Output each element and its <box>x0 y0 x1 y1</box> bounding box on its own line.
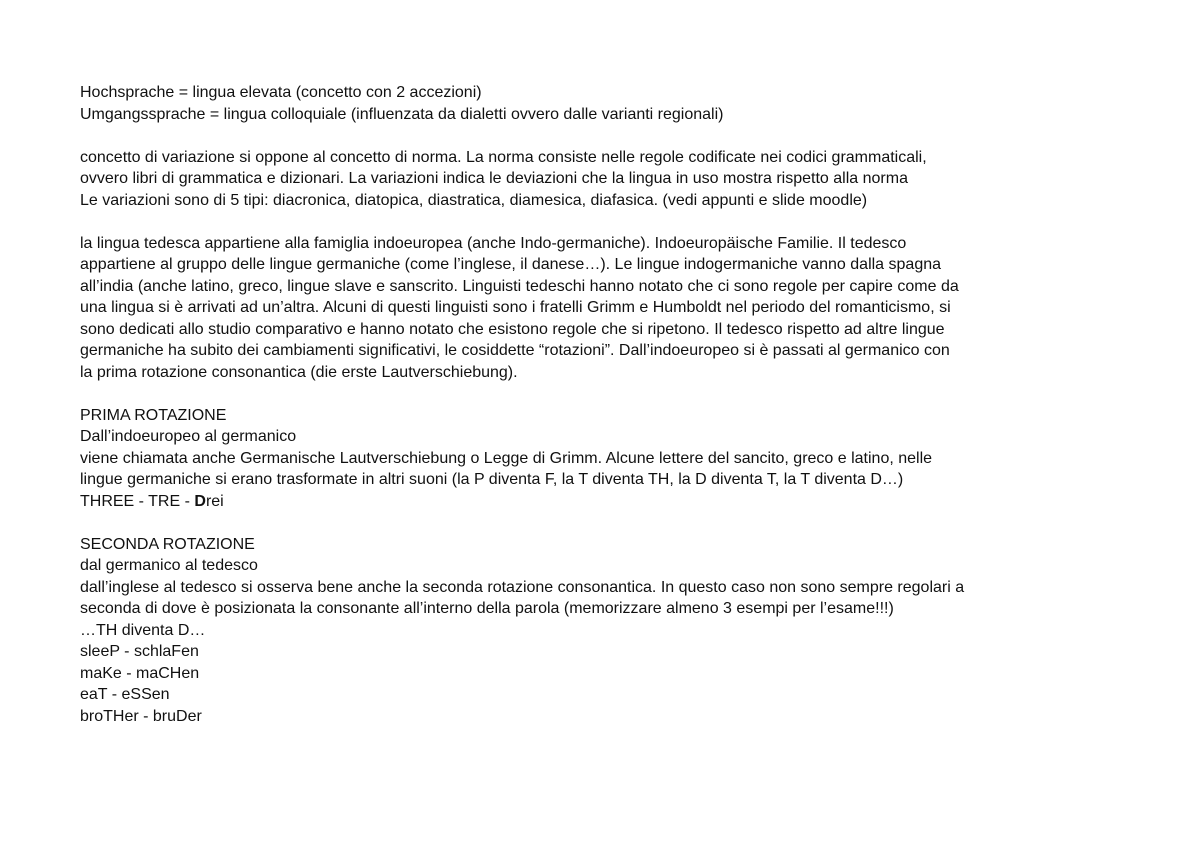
paragraph-gap <box>80 211 1140 233</box>
text-line: la lingua tedesca appartiene alla famiglia indoeuropea (anche Indo-germaniche). Indoeuropäische Familie. Il tedesco <box>80 234 907 252</box>
text-line: ovvero libri di grammatica e dizionari. La variazioni indica le deviazioni che la lingua in uso mostra rispetto alla norma <box>80 170 908 187</box>
block-register-definitions <box>80 82 1140 125</box>
text-line: Umgangssprache = lingua colloquiale (influenzata da dialetti ovvero dalle varianti regionali) <box>80 105 724 123</box>
text-line: dall’inglese al tedesco si osserva bene anche la seconda rotazione consonantica. In questo caso non sono sempre regolari a <box>80 578 965 596</box>
section-subheading: dal germanico al tedesco <box>80 557 258 574</box>
text-line: lingue germaniche si erano trasformate in altri suoni (la P diventa F, la T diventa TH, la D diventa T, la T diventa D…) <box>80 471 904 488</box>
section-subheading: Dall’indoeuropeo al germanico <box>80 428 297 445</box>
section-heading: SECONDA ROTAZIONE <box>80 535 255 553</box>
text-line: all’india (anche latino, greco, lingue slave e sanscrito. Linguisti tedeschi hanno notato che ci sono regole per capire come da <box>80 277 959 295</box>
block-first-rotation <box>80 405 1140 513</box>
block-second-rotation <box>80 534 1140 728</box>
paragraph-gap <box>80 125 1140 147</box>
paragraph-gap <box>80 383 1140 405</box>
text-line: la prima rotazione consonantica (die erste Lautverschiebung). <box>80 363 518 381</box>
text-line: Hochsprache = lingua elevata (concetto con 2 accezioni) <box>80 84 482 101</box>
example-line: sleeP - schlaFen <box>80 643 199 660</box>
example-suffix: rei <box>205 492 224 510</box>
example-line <box>80 491 1140 513</box>
example-line: broTHer - bruDer <box>80 707 202 725</box>
example-prefix: THREE - TRE - <box>80 492 195 510</box>
document-page <box>80 82 1140 727</box>
block-variation <box>80 147 1140 212</box>
example-bold-letter: D <box>194 492 206 510</box>
text-line: Le variazioni sono di 5 tipi: diacronica, diatopica, diastratica, diamesica, diafasica. (vedi appunti e slide moodle) <box>80 191 868 209</box>
text-line: una lingua si è arrivati ad un’altra. Alcuni di questi linguisti sono i fratelli Grimm e Humboldt nel periodo del romanticismo, si <box>80 299 951 316</box>
example-line: eaT - eSSen <box>80 686 170 703</box>
example-line: maKe - maCHen <box>80 664 200 682</box>
paragraph-gap <box>80 512 1140 534</box>
text-line: germaniche ha subito dei cambiamenti significativi, le cosiddette “rotazioni”. Dall’indoeuropeo si è passati al germanico con <box>80 342 950 359</box>
text-line: concetto di variazione si oppone al concetto di norma. La norma consiste nelle regole codificate nei codici grammaticali, <box>80 148 927 166</box>
block-indoeuropean <box>80 233 1140 384</box>
text-line: seconda di dove è posizionata la consonante all’interno della parola (memorizzare almeno 3 esempi per l’esame!!!) <box>80 600 894 617</box>
text-line: …TH diventa D… <box>80 621 206 639</box>
text-line: sono dedicati allo studio comparativo e hanno notato che esistono regole che si ripetono. Il tedesco rispetto ad altre lingue <box>80 320 945 338</box>
text-line: viene chiamata anche Germanische Lautverschiebung o Legge di Grimm. Alcune lettere del sancito, greco e latino, nelle <box>80 449 933 467</box>
section-heading: PRIMA ROTAZIONE <box>80 406 227 424</box>
text-line: appartiene al gruppo delle lingue germaniche (come l’inglese, il danese…). Le lingue indogermaniche vanno dalla spagna <box>80 256 942 273</box>
